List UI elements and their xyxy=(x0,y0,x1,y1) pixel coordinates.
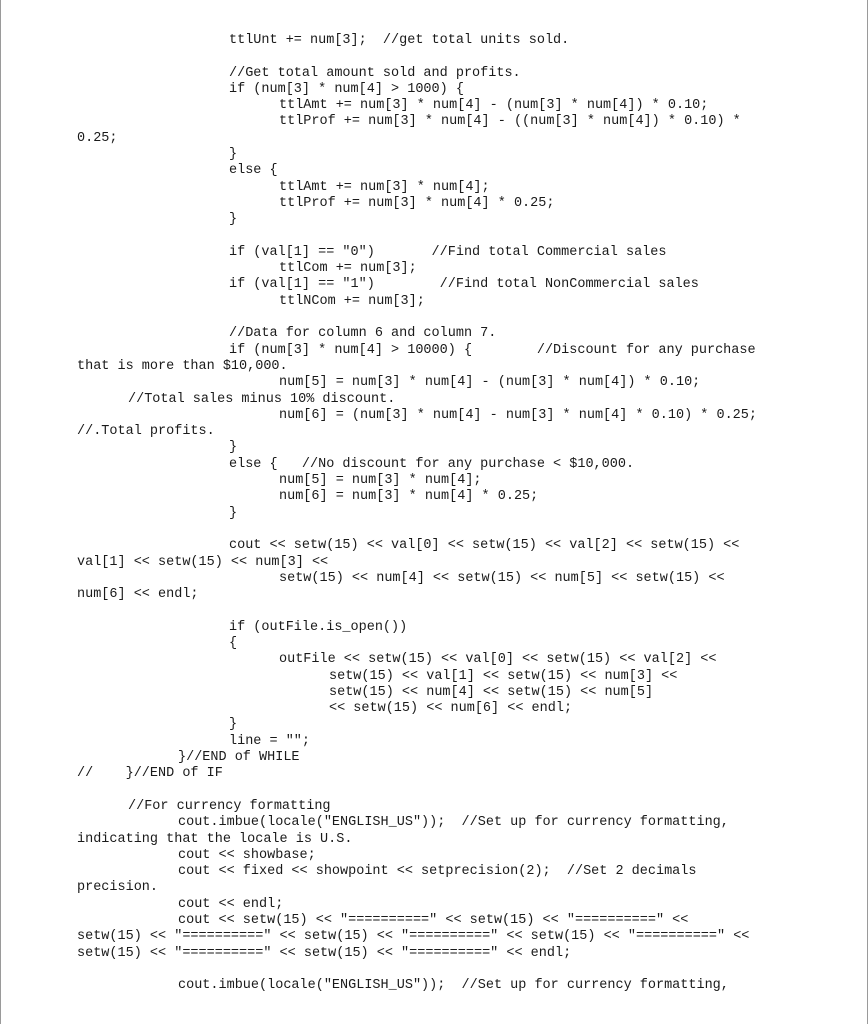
blank-line xyxy=(1,522,868,538)
code-line: } xyxy=(229,505,238,521)
code-line: setw(15) << "==========" << setw(15) << "==========" << endl; xyxy=(77,945,572,961)
code-line: } xyxy=(229,212,238,228)
code-line: num[6] << endl; xyxy=(77,587,199,603)
code-line: num[6] = (num[3] * num[4] - num[3] * num[4] * 0.10) * 0.25; xyxy=(279,407,757,423)
blank-line xyxy=(1,603,868,619)
code-line: outFile << setw(15) << val[0] << setw(15) << val[2] << xyxy=(279,652,717,668)
code-line: { xyxy=(229,635,238,651)
code-line: setw(15) << "==========" << setw(15) << "==========" << setw(15) << "==========" << xyxy=(77,929,750,945)
code-line: << setw(15) << num[6] << endl; xyxy=(329,701,573,717)
code-line: num[5] = num[3] * num[4]; xyxy=(279,473,482,489)
code-line: else { xyxy=(229,163,278,179)
code-line: cout << showbase; xyxy=(178,847,316,863)
code-line: ttlAmt += num[3] * num[4] - (num[3] * num[4]) * 0.10; xyxy=(279,98,709,114)
code-line: //.Total profits. xyxy=(77,424,215,440)
code-line: ttlProf += num[3] * num[4] * 0.25; xyxy=(279,195,555,211)
code-line: } xyxy=(229,440,238,456)
code-line: // }//END of IF xyxy=(77,766,223,782)
code-line: } xyxy=(229,147,238,163)
code-line: if (val[1] == "1") //Find total NonCommercial sales xyxy=(229,277,699,293)
code-line: cout << fixed << showpoint << setprecision(2); //Set 2 decimals xyxy=(178,864,697,880)
code-listing xyxy=(1,33,868,995)
code-line: if (outFile.is_open()) xyxy=(229,619,408,635)
code-line: setw(15) << num[4] << setw(15) << num[5] << setw(15) << xyxy=(279,570,725,586)
code-line: ttlAmt += num[3] * num[4]; xyxy=(279,179,490,195)
code-line: cout.imbue(locale("ENGLISH_US")); //Set up for currency formatting, xyxy=(178,978,729,994)
code-line: //Total sales minus 10% discount. xyxy=(128,391,396,407)
code-line: precision. xyxy=(77,880,159,896)
code-line: ttlProf += num[3] * num[4] - ((num[3] * num[4]) * 0.10) * xyxy=(279,114,741,130)
code-line: ttlCom += num[3]; xyxy=(279,261,417,277)
code-line: //For currency formatting xyxy=(128,798,331,814)
code-line: if (num[3] * num[4] > 10000) { //Discount for any purchase xyxy=(229,342,756,358)
code-line: }//END of WHILE xyxy=(178,750,300,766)
blank-line xyxy=(1,783,868,799)
code-line: num[5] = num[3] * num[4] - (num[3] * num[4]) * 0.10; xyxy=(279,375,701,391)
code-line: cout << endl; xyxy=(178,896,284,912)
code-line: cout.imbue(locale("ENGLISH_US")); //Set up for currency formatting, xyxy=(178,815,729,831)
code-line: 0.25; xyxy=(77,130,118,146)
code-line: else { //No discount for any purchase < $10,000. xyxy=(229,456,635,472)
blank-line xyxy=(1,962,868,978)
code-line: indicating that the locale is U.S. xyxy=(77,831,353,847)
code-line: ttlNCom += num[3]; xyxy=(279,293,425,309)
code-line: ttlUnt += num[3]; //get total units sold. xyxy=(229,33,570,48)
code-line: that is more than $10,000. xyxy=(77,358,288,374)
code-line: cout << setw(15) << "==========" << setw(15) << "==========" << xyxy=(178,913,689,929)
code-line: setw(15) << val[1] << setw(15) << num[3] << xyxy=(329,668,678,684)
code-line: } xyxy=(229,717,238,733)
code-line: num[6] = num[3] * num[4] * 0.25; xyxy=(279,489,539,505)
code-line: val[1] << setw(15) << num[3] << xyxy=(77,554,329,570)
code-line: if (val[1] == "0") //Find total Commercial sales xyxy=(229,244,667,260)
code-line: cout << setw(15) << val[0] << setw(15) << val[2] << setw(15) << xyxy=(229,538,740,554)
code-line: //Get total amount sold and profits. xyxy=(229,65,521,81)
blank-line xyxy=(1,229,868,245)
blank-line xyxy=(1,49,868,65)
code-line: setw(15) << num[4] << setw(15) << num[5] xyxy=(329,684,654,700)
blank-line xyxy=(1,310,868,326)
code-line: line = ""; xyxy=(229,733,311,749)
code-line: if (num[3] * num[4] > 1000) { xyxy=(229,81,464,97)
code-line: //Data for column 6 and column 7. xyxy=(229,326,497,342)
